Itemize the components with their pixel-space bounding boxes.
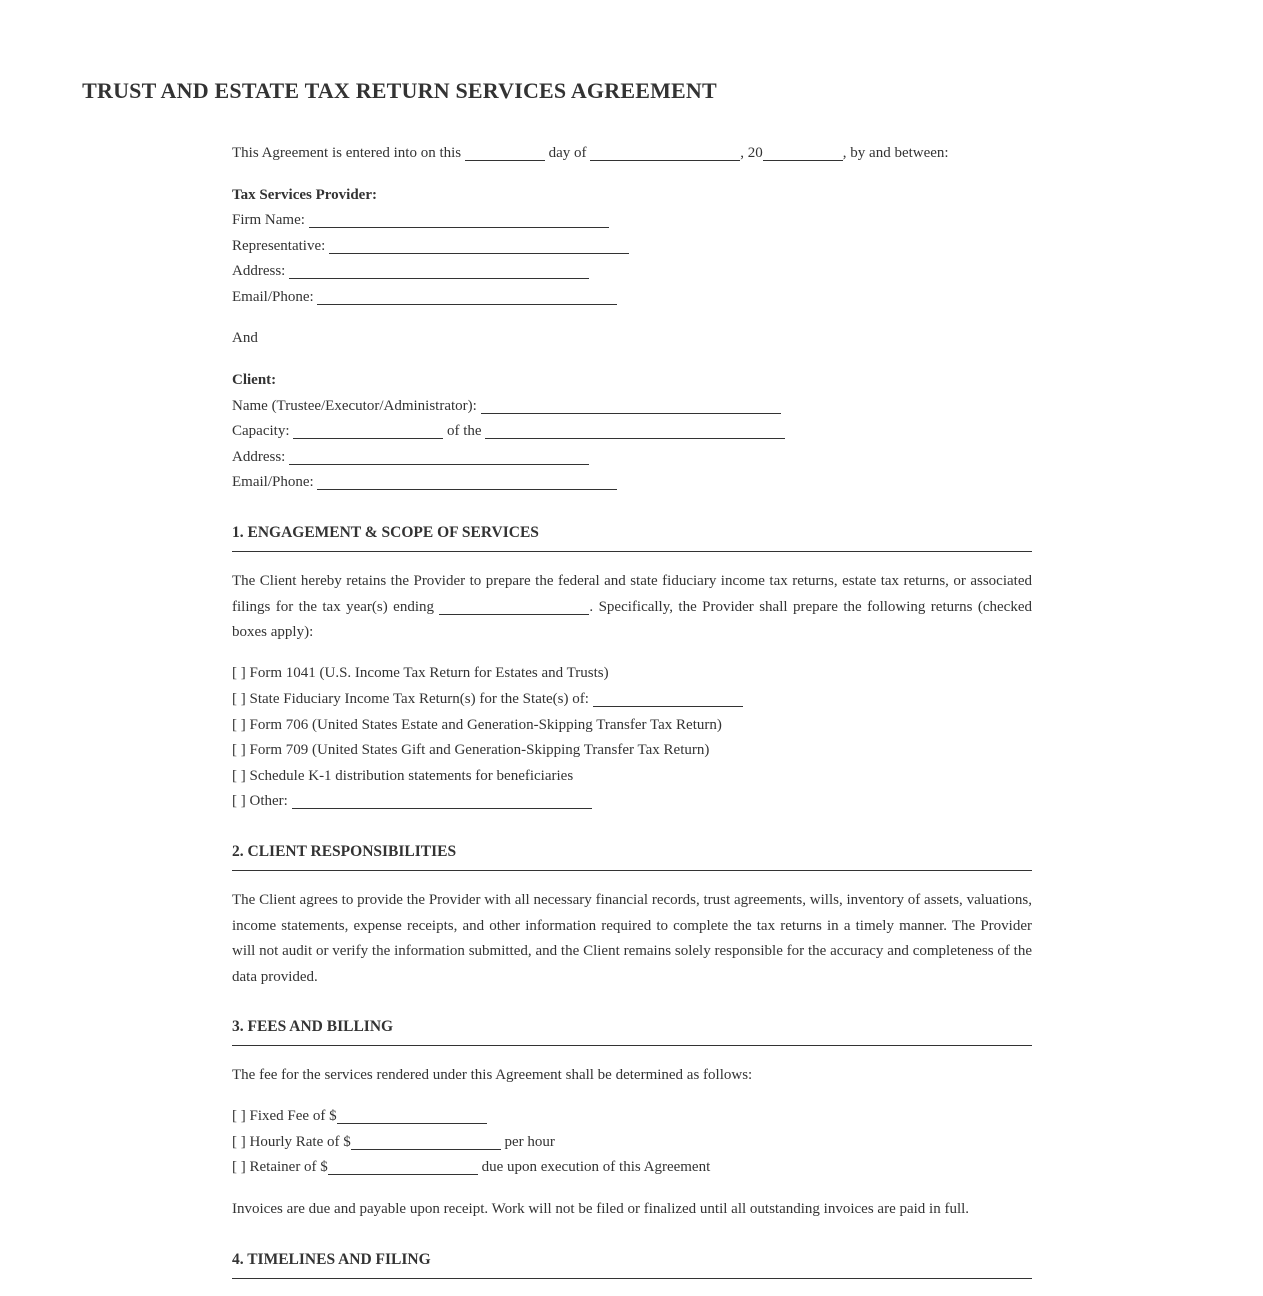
intro-text-2: day of xyxy=(548,145,587,161)
section-1-heading: 1. ENGAGEMENT & SCOPE OF SERVICES xyxy=(232,523,1032,552)
trust-estate-name-field[interactable] xyxy=(485,422,785,439)
checklist-item[interactable] xyxy=(232,689,743,709)
month-field[interactable] xyxy=(590,144,740,161)
intro-text-4: , by and between: xyxy=(842,145,949,161)
hourly-rate-field[interactable] xyxy=(351,1133,501,1150)
checkbox[interactable]: [ ] xyxy=(232,768,246,784)
day-field[interactable] xyxy=(465,144,545,161)
section-1-paragraph xyxy=(232,569,1032,646)
checkbox[interactable]: [ ] xyxy=(232,691,246,707)
checkbox[interactable]: [ ] xyxy=(232,1159,246,1175)
fee-option-hourly[interactable] xyxy=(232,1132,555,1152)
client-address-row xyxy=(232,447,589,467)
capacity-field[interactable] xyxy=(293,422,443,439)
intro-line xyxy=(232,143,949,163)
tax-year-ending-field[interactable] xyxy=(439,598,589,615)
invoices-text: Invoices are due and payable upon receipt. Work will not be filed or finalized until all outstanding invoices are paid in full. xyxy=(232,1201,970,1217)
checkbox[interactable]: [ ] xyxy=(232,717,246,733)
checklist-item[interactable] xyxy=(232,740,709,760)
checklist-label: Other: xyxy=(249,793,288,809)
checklist-item[interactable] xyxy=(232,715,722,735)
fee-option-retainer[interactable] xyxy=(232,1157,710,1177)
section-2-paragraph: The Client agrees to provide the Provider with all necessary financial records, trust agreements, wills, inventory of assets, valuations, income statements, expense receipts, and other information required to complete the tax returns in a timely manner. The Provider will not audit or verify the information submitted, and the Client remains solely responsible for the accuracy and completeness of the data provided. xyxy=(232,892,1032,985)
client-name-field[interactable] xyxy=(481,397,781,414)
document-title: TRUST AND ESTATE TAX RETURN SERVICES AGREEMENT xyxy=(82,78,717,103)
checklist-item[interactable] xyxy=(232,766,573,786)
section-1-text-a: The Client hereby retains the Provider to prepare the federal and state fiduciary income tax returns, estate tax returns, or associated filings for the tax year(s) ending xyxy=(232,573,1032,615)
fixed-fee-field[interactable] xyxy=(337,1107,487,1124)
checkbox[interactable]: [ ] xyxy=(232,1134,246,1150)
section-4-heading: 4. TIMELINES AND FILING xyxy=(232,1250,1032,1279)
client-address-label: Address: xyxy=(232,449,286,465)
provider-firm-name-row xyxy=(232,210,609,230)
client-name-row xyxy=(232,396,781,416)
retainer-field[interactable] xyxy=(328,1158,478,1175)
representative-label: Representative: xyxy=(232,238,326,254)
client-capacity-row xyxy=(232,421,785,441)
section-2-heading: 2. CLIENT RESPONSIBILITIES xyxy=(232,842,1032,871)
checkbox[interactable]: [ ] xyxy=(232,742,246,758)
retainer-label: Retainer of $ xyxy=(249,1159,328,1175)
checklist-label: State Fiduciary Income Tax Return(s) for the State(s) of: xyxy=(249,691,589,707)
retainer-suffix: due upon execution of this Agreement xyxy=(481,1159,711,1175)
checkbox[interactable]: [ ] xyxy=(232,1108,246,1124)
provider-email-row xyxy=(232,287,617,307)
year-field[interactable] xyxy=(763,144,843,161)
section-3-heading: 3. FEES AND BILLING xyxy=(232,1017,1032,1046)
provider-address-row xyxy=(232,261,589,281)
client-email-field[interactable] xyxy=(317,473,617,490)
checklist-item[interactable] xyxy=(232,663,609,683)
checklist-label: Form 706 (United States Estate and Generation-Skipping Transfer Tax Return) xyxy=(249,717,722,733)
hourly-rate-label: Hourly Rate of $ xyxy=(249,1134,351,1150)
other-field[interactable] xyxy=(292,792,592,809)
checklist-item[interactable] xyxy=(232,791,592,811)
firm-name-label: Firm Name: xyxy=(232,212,305,228)
provider-heading: Tax Services Provider: xyxy=(232,187,377,203)
per-hour-label: per hour xyxy=(504,1134,555,1150)
intro-text-1: This Agreement is entered into on this xyxy=(232,145,462,161)
firm-name-field[interactable] xyxy=(309,211,609,228)
provider-email-field[interactable] xyxy=(317,288,617,305)
provider-representative-row xyxy=(232,236,629,256)
checklist-label: Form 709 (United States Gift and Generation-Skipping Transfer Tax Return) xyxy=(249,742,710,758)
checkbox[interactable]: [ ] xyxy=(232,793,246,809)
and-text: And xyxy=(232,330,258,346)
capacity-label: Capacity: xyxy=(232,423,290,439)
client-heading: Client: xyxy=(232,372,277,388)
checklist-label: Form 1041 (U.S. Income Tax Return for Estates and Trusts) xyxy=(249,665,609,681)
client-email-row xyxy=(232,472,617,492)
checkbox[interactable]: [ ] xyxy=(232,665,246,681)
section-1-text-b: . Specifically, the Provider shall prepare the following returns (checked boxes apply): xyxy=(232,598,1032,640)
client-email-label: Email/Phone: xyxy=(232,474,314,490)
of-the-label: of the xyxy=(446,423,482,439)
provider-address-label: Address: xyxy=(232,263,286,279)
fee-option-fixed[interactable] xyxy=(232,1106,487,1126)
provider-email-label: Email/Phone: xyxy=(232,289,314,305)
client-name-label: Name (Trustee/Executor/Administrator): xyxy=(232,398,477,414)
representative-field[interactable] xyxy=(329,237,629,254)
checklist-label: Schedule K-1 distribution statements for beneficiaries xyxy=(249,768,574,784)
fixed-fee-label: Fixed Fee of $ xyxy=(249,1108,337,1124)
state-field[interactable] xyxy=(593,690,743,707)
provider-address-field[interactable] xyxy=(289,262,589,279)
fees-intro: The fee for the services rendered under this Agreement shall be determined as follows: xyxy=(232,1067,753,1083)
client-address-field[interactable] xyxy=(289,448,589,465)
intro-text-3: , 20 xyxy=(740,145,763,161)
